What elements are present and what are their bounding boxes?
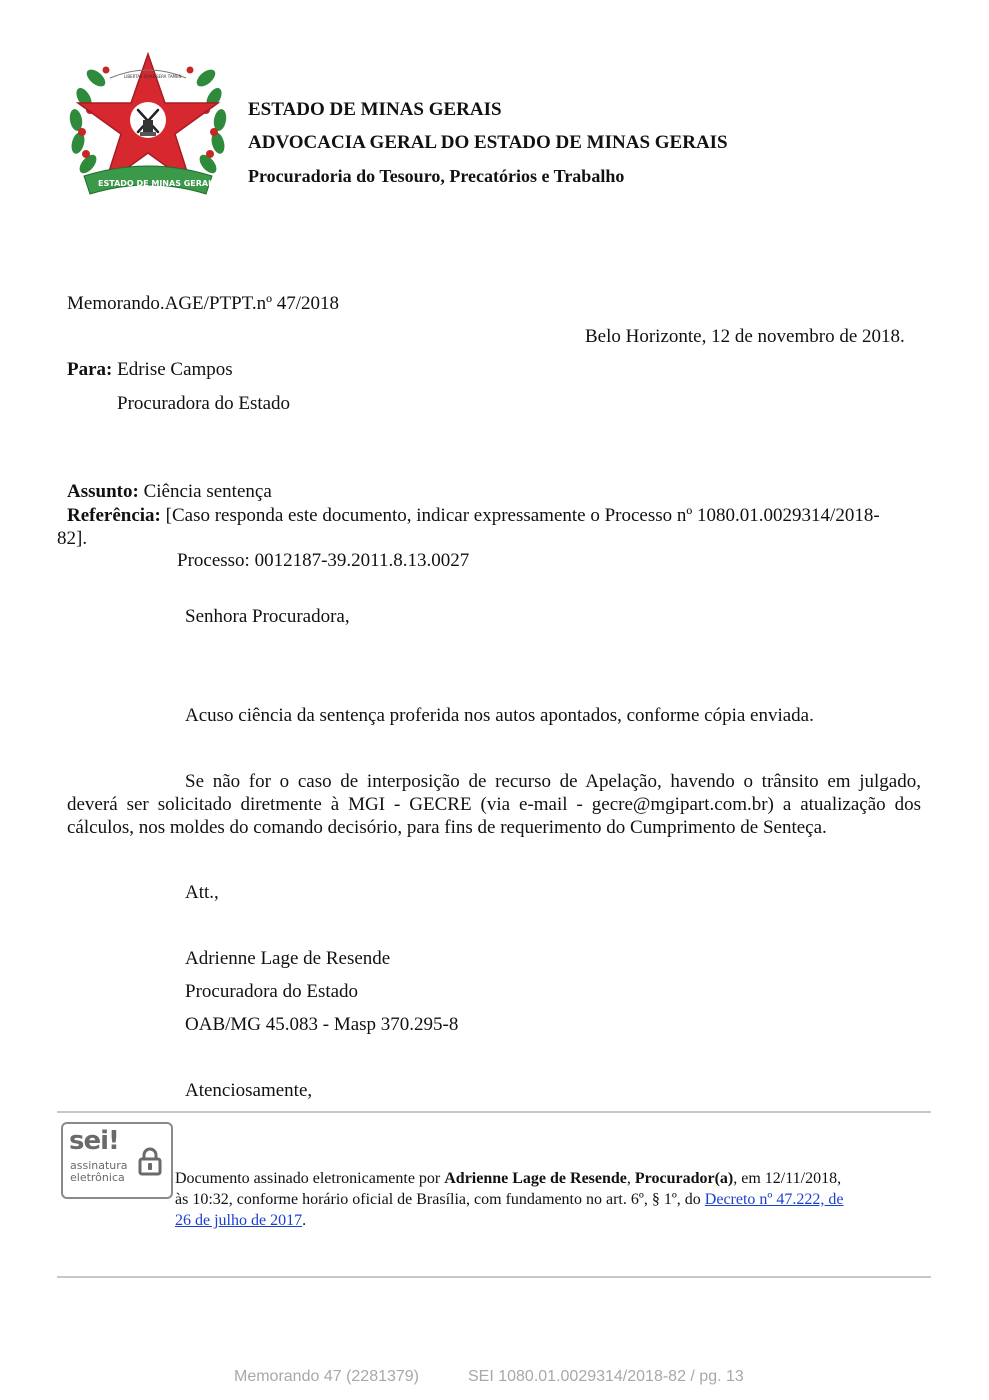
recipient-role: Procuradora do Estado <box>117 393 291 414</box>
signature-statement <box>175 1168 935 1231</box>
recipient-name: Edrise Campos <box>112 359 233 380</box>
seal-logo: sei! <box>69 1126 119 1156</box>
subject-line <box>67 481 272 503</box>
decree-link[interactable]: Decreto nº 47.222, de <box>704 1191 844 1208</box>
reference-line <box>67 505 880 527</box>
divider-top <box>57 1111 931 1113</box>
signer-registration: OAB/MG 45.083 - Masp 370.295-8 <box>185 1014 459 1035</box>
closing: Atenciosamente, <box>185 1080 313 1101</box>
seal-caption-line-2: eletrônica <box>70 1171 125 1184</box>
signer-name: Adrienne Lage de Resende <box>185 948 391 969</box>
signature-text-prefix: Documento assinado eletronicamente por <box>175 1170 445 1187</box>
greeting: Senhora Procuradora, <box>185 606 350 627</box>
seal-caption-line-1: assinatura <box>70 1159 128 1172</box>
header-department: Procuradoria do Tesouro, Precatórios e Trabalho <box>248 166 625 186</box>
memo-date: Belo Horizonte, 12 de novembro de 2018. <box>585 326 905 347</box>
footer-document-id: Memorando 47 (2281379) <box>234 1368 420 1385</box>
reference-value: [Caso responda este documento, indicar expressamente o Processo nº 1080.01.0029314/2018- <box>160 505 880 526</box>
seal-caption <box>70 1160 128 1184</box>
paragraph-2-line-2: deverá ser solicitado diretmente à MGI - GECRE (via e-mail - gecre@mgipart.com.br) a atualização dos <box>67 794 921 815</box>
memo-number: Memorando.AGE/PTPT.nº 47/2018 <box>67 293 340 314</box>
paragraph-2-line-3: cálculos, nos moldes do comando decisório, para fins de requerimento do Cumprimento de Senteça. <box>67 817 827 838</box>
signature-signer: Adrienne Lage de Resende <box>444 1170 627 1187</box>
electronic-signature-seal <box>61 1122 173 1199</box>
reference-label: Referência: <box>67 505 161 526</box>
closing-att: Att., <box>185 882 219 903</box>
processo-number: Processo: 0012187-39.2011.8.13.0027 <box>177 550 470 571</box>
signature-date: , em 12/11/2018, <box>733 1170 842 1187</box>
motto-text-right: SERA TAMEN <box>156 74 182 79</box>
paragraph-2-line-1: Se não for o caso de interposição de recurso de Apelação, havendo o trânsito em julgado, <box>185 771 921 792</box>
footer-process-page: SEI 1080.01.0029314/2018-82 / pg. 13 <box>468 1368 744 1385</box>
signature-role: Procurador(a) <box>634 1170 734 1187</box>
signature-comma: , <box>626 1170 635 1187</box>
signature-end: . <box>302 1212 307 1229</box>
decree-link-continuation[interactable]: 26 de julho de 2017 <box>175 1212 303 1229</box>
recipient-line <box>67 359 233 381</box>
reference-continuation: 82]. <box>57 528 88 549</box>
padlock-icon <box>137 1146 163 1176</box>
subject-label: Assunto: <box>67 481 139 502</box>
subject-value: Ciência sentença <box>138 481 272 502</box>
body-paragraph-2 <box>67 770 921 839</box>
signer-role: Procuradora do Estado <box>185 981 359 1002</box>
recipient-label: Para: <box>67 359 113 380</box>
signature-basis: às 10:32, conforme horário oficial de Brasília, com fundamento no art. 6º, § 1º, do <box>175 1191 705 1208</box>
divider-bottom <box>57 1276 931 1278</box>
coat-of-arms-logo <box>66 48 228 204</box>
ribbon-text: ESTADO DE MINAS GERAIS <box>98 179 217 188</box>
header-state: ESTADO DE MINAS GERAIS <box>248 99 502 120</box>
body-paragraph-1: Acuso ciência da sentença proferida nos autos apontados, conforme cópia enviada. <box>185 705 814 726</box>
motto-text-left: LIBERTAS QUAE <box>124 74 156 79</box>
header-agency: ADVOCACIA GERAL DO ESTADO DE MINAS GERAIS <box>248 132 728 153</box>
